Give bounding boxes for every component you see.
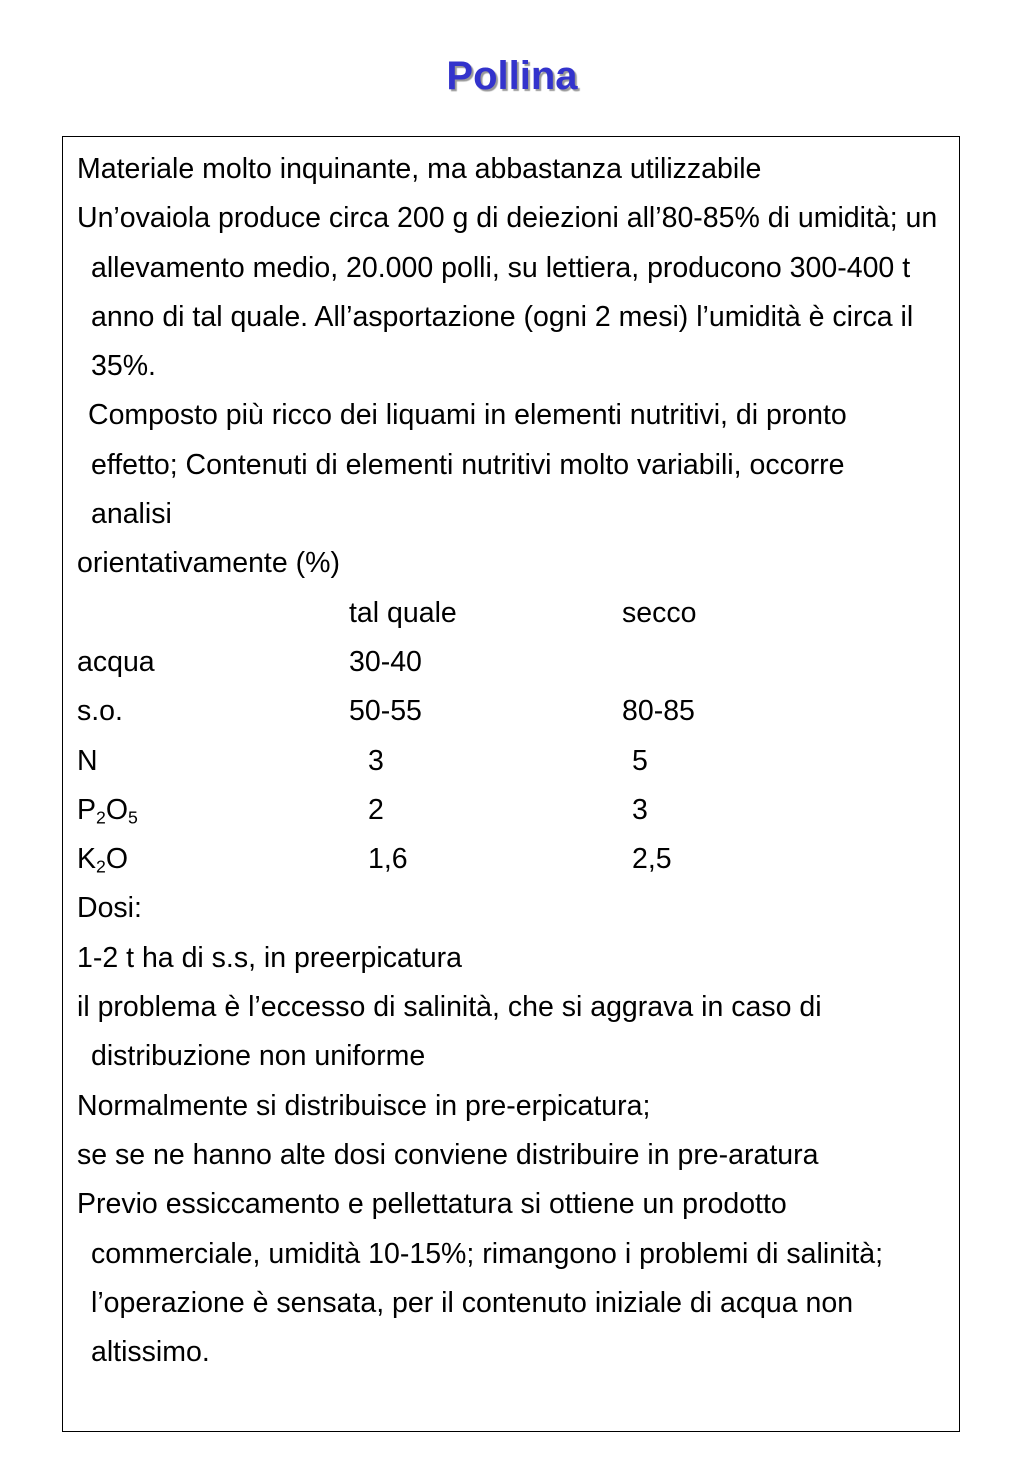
cell-secco: 3	[632, 793, 648, 826]
cell-tal-quale: 30-40	[349, 645, 422, 678]
paragraph-dose-value: 1-2 t ha di s.s, in preerpicatura	[77, 941, 462, 974]
cell-tal-quale: 3	[368, 744, 384, 777]
table-row	[77, 687, 957, 736]
paragraph-salinita: il problema è l’eccesso di salinità, che si aggrava in caso di distribuzione non uniforme	[77, 991, 822, 1073]
column-header-secco: secco	[622, 596, 697, 629]
table-row	[77, 786, 957, 835]
paragraph-essiccamento: Previo essiccamento e pellettatura si ottiene un prodotto commerciale, umidità 10-15%; rimangono i problemi di salinità; l’operazione è sensata, per il contenuto iniziale di acqua non altissimo.	[77, 1188, 884, 1369]
cell-secco: 80-85	[622, 695, 695, 728]
body-text	[77, 145, 957, 1377]
cell-tal-quale: 2	[368, 793, 384, 826]
cell-secco: 5	[632, 744, 648, 777]
paragraph-normalmente: Normalmente si distribuisce in pre-erpicatura;	[77, 1089, 651, 1122]
cell-tal-quale: 50-55	[349, 695, 422, 728]
table-row	[77, 737, 957, 786]
row-label: $P_2O_5$	[77, 793, 138, 828]
table-header-row	[77, 589, 957, 638]
page-title: Pollina	[446, 54, 578, 98]
paragraph-intro: Materiale molto inquinante, ma abbastanza utilizzabile	[77, 153, 762, 185]
paragraph-ovaiola: Un’ovaiola produce circa 200 g di deiezioni all’80-85% di umidità; un allevamento medio, 20.000 polli, su lettiera, producono 300-400 t anno di tal quale. All’asportazione (ogni 2 mesi) l’umidità è circa il 35%.	[77, 202, 938, 383]
paragraph-composto: Composto più ricco dei liquami in elementi nutritivi, di pronto effetto; Contenuti di elementi nutritivi molto variabili, occorre analisi	[88, 399, 847, 531]
cell-secco: 2,5	[632, 843, 672, 876]
cell-tal-quale: 1,6	[368, 843, 408, 876]
row-label: N	[77, 744, 98, 777]
nutrient-table	[77, 589, 957, 885]
paragraph-orientativamente: orientativamente (%)	[77, 547, 340, 580]
table-row	[77, 638, 957, 687]
paragraph-alte-dosi: se se ne hanno alte dosi conviene distribuire in pre-aratura	[77, 1138, 819, 1171]
paragraph-dosi: Dosi:	[77, 892, 142, 925]
row-label: $K_2O$	[77, 843, 129, 877]
column-header-tal-quale: tal quale	[349, 596, 457, 629]
row-label: acqua	[77, 645, 155, 678]
table-row	[77, 835, 957, 884]
row-label: s.o.	[77, 695, 123, 728]
